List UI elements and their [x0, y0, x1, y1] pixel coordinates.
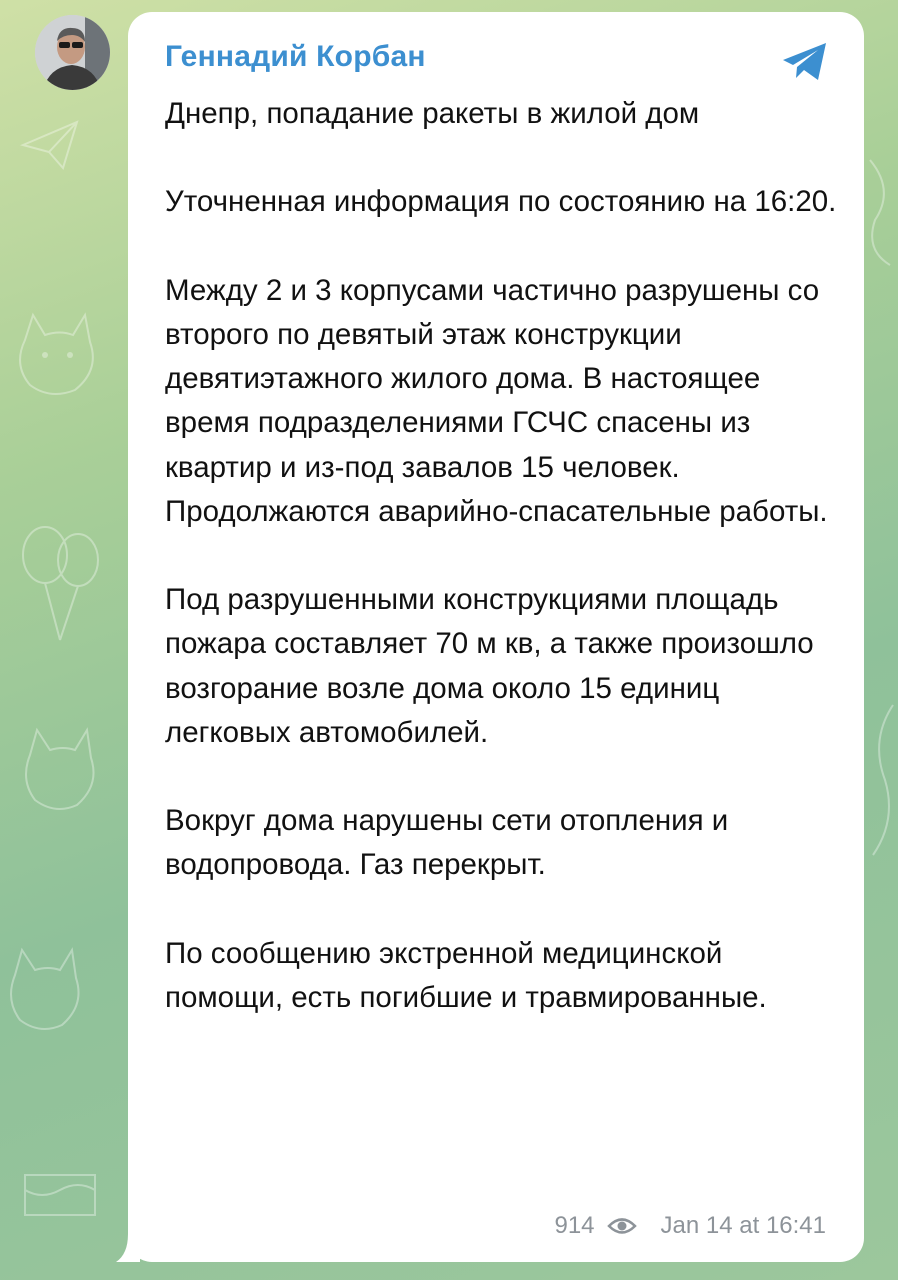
- cat-doodle-icon-2: [15, 720, 105, 830]
- paper-plane-doodle-icon: [15, 110, 85, 180]
- message-timestamp: Jan 14 at 16:41: [660, 1212, 826, 1239]
- message-paragraph: Уточненная информация по состоянию на 16:20.: [165, 185, 837, 219]
- eye-icon: [607, 1215, 637, 1237]
- doodle-edge-icon: [865, 150, 898, 270]
- message-text: [165, 92, 840, 1020]
- message-bubble: [128, 12, 864, 1262]
- cake-doodle-icon: [10, 1140, 110, 1230]
- bubble-tail: [112, 1234, 140, 1262]
- cat-doodle-icon: [5, 300, 105, 410]
- message-paragraph: Днепр, попадание ракеты в жилой дом: [165, 97, 700, 130]
- avatar-photo-icon: [35, 15, 110, 90]
- doodle-edge-icon-2: [865, 700, 898, 860]
- balloons-doodle-icon: [10, 520, 110, 660]
- message-paragraph: По сообщению экстренной медицинской помощи, есть погибшие и травмированные.: [165, 936, 767, 1014]
- message-paragraph: Вокруг дома нарушены сети отопления и водопровода. Газ перекрыт.: [165, 804, 729, 882]
- sender-name[interactable]: Геннадий Корбан: [165, 40, 426, 73]
- message-paragraph: Под разрушенными конструкциями площадь пожара составляет 70 м кв, а также произошло возгорание возле дома около 15 единиц легковых автомобилей.: [165, 583, 814, 749]
- telegram-share-icon[interactable]: [780, 40, 830, 84]
- sender-avatar[interactable]: [35, 15, 110, 90]
- cat-doodle-icon-3: [0, 940, 90, 1050]
- message-paragraph: Между 2 и 3 корпусами частично разрушены со второго по девятый этаж конструкции девятиэтажного жилого дома. В настоящее время подразделениями ГСЧС спасены из квартир и из-под завалов 15 человек. Продолжаются аварийно-спасательные работы.: [165, 273, 828, 528]
- message-meta: [554, 1212, 826, 1240]
- view-count: 914: [554, 1212, 595, 1239]
